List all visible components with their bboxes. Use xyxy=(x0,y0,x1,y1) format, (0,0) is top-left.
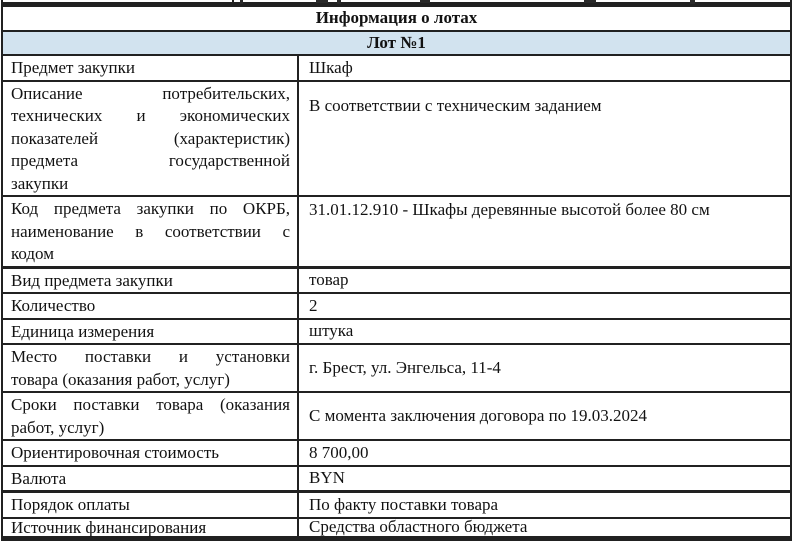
row-value: Шкаф xyxy=(298,55,791,81)
table-row xyxy=(2,267,791,293)
table-row xyxy=(2,518,791,539)
row-label: Ориентировочная стоимость xyxy=(2,440,298,466)
glyph-fragment xyxy=(316,0,328,3)
table-row xyxy=(2,392,791,440)
row-label: Сроки поставки товара (оказания работ, услуг) xyxy=(2,392,298,440)
table-row xyxy=(2,319,791,345)
lot-title: Лот №1 xyxy=(2,31,791,56)
table-row xyxy=(2,55,791,81)
table-row xyxy=(2,492,791,518)
row-label: Порядок оплаты xyxy=(2,492,298,518)
section-title: Информация о лотах xyxy=(2,6,791,31)
table-row xyxy=(2,344,791,392)
row-value: В соответствии с техническим заданием xyxy=(298,81,791,197)
row-label: Предмет закупки xyxy=(2,55,298,81)
glyph-fragment xyxy=(690,0,695,4)
lot-header-row xyxy=(2,31,791,56)
row-value: 2 xyxy=(298,293,791,319)
row-label: Количество xyxy=(2,293,298,319)
row-value: BYN xyxy=(298,466,791,492)
row-value: товар xyxy=(298,267,791,293)
glyph-fragment xyxy=(584,0,596,3)
row-value: штука xyxy=(298,319,791,345)
table-row xyxy=(2,196,791,267)
row-value: г. Брест, ул. Энгельса, 11-4 xyxy=(298,344,791,392)
section-header-row xyxy=(2,6,791,31)
cutoff-row-strip xyxy=(1,0,792,5)
row-value: С момента заключения договора по 19.03.2024 xyxy=(298,392,791,440)
row-label: Валюта xyxy=(2,466,298,492)
glyph-fragment xyxy=(337,0,341,4)
row-value: 31.01.12.910 - Шкафы деревянные высотой более 80 см xyxy=(298,196,791,267)
row-label: Код предмета закупки по ОКРБ, наименование в соответствии с кодом xyxy=(2,196,298,267)
table-row xyxy=(2,81,791,197)
row-value: 8 700,00 xyxy=(298,440,791,466)
row-label: Единица измерения xyxy=(2,319,298,345)
row-label: Источник финансирования xyxy=(2,518,298,539)
glyph-fragment xyxy=(240,0,243,4)
row-value: Средства областного бюджета xyxy=(298,518,791,539)
row-label: Вид предмета закупки xyxy=(2,267,298,293)
cutoff-column-divider xyxy=(232,0,234,5)
table-row xyxy=(2,440,791,466)
row-label: Место поставки и установки товара (оказания работ, услуг) xyxy=(2,344,298,392)
table-row xyxy=(2,293,791,319)
row-label: Описание потребительских, технических и экономических показателей (характеристик) предмета государственной закупки xyxy=(2,81,298,197)
glyph-fragment xyxy=(420,0,430,3)
row-value: По факту поставки товара xyxy=(298,492,791,518)
table-row xyxy=(2,466,791,492)
lot-info-table xyxy=(1,5,792,541)
